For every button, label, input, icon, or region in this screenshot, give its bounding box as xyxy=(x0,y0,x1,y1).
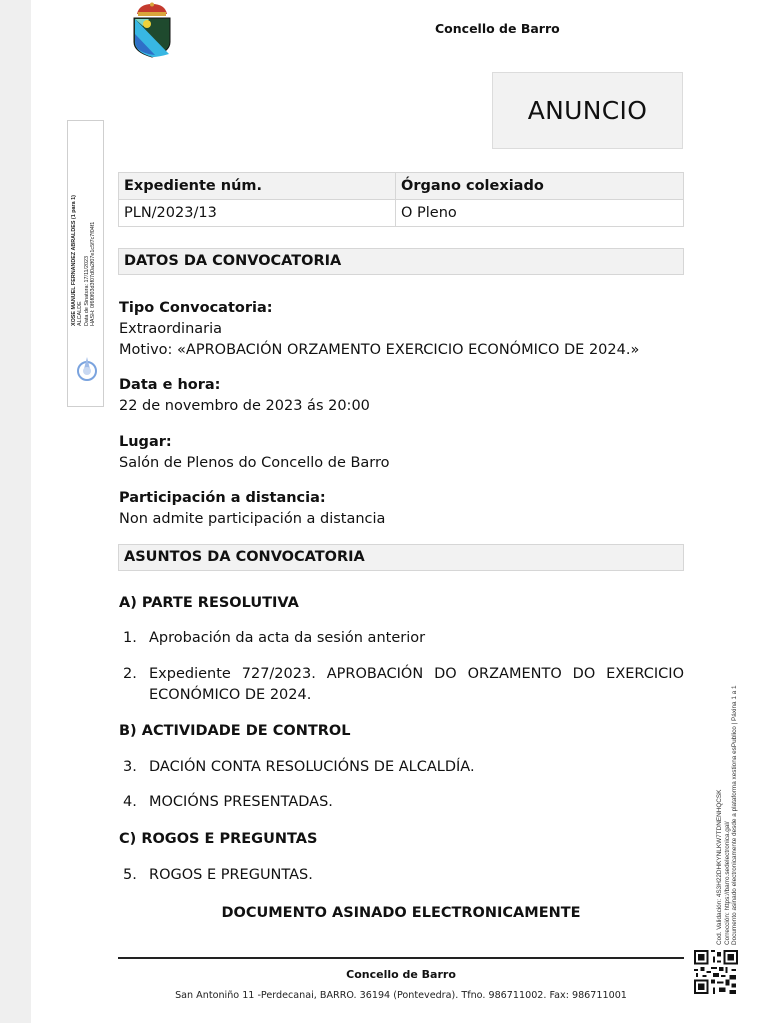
tipo-label: Tipo Convocatoria: xyxy=(119,300,273,316)
participacion-value: Non admite participación a distancia xyxy=(119,511,386,527)
motivo-value: Motivo: «APROBACIÓN ORZAMENTO EXERCICIO ECONÓMICO DE 2024.» xyxy=(119,342,640,358)
validation-platform: Documento asinado electronicamente desde a plataforma xestiona esPublico | Páxina 1 a 1 xyxy=(731,685,739,945)
group-title-b: B) ACTIVIDADE DE CONTROL xyxy=(119,723,351,739)
signature-text xyxy=(71,126,97,326)
agenda-item xyxy=(123,664,684,706)
agenda-item-text: DACIÓN CONTA RESOLUCIÓNS DE ALCALDÍA. xyxy=(149,759,475,775)
group-title-c: C) ROGOS E PREGUNTAS xyxy=(119,831,318,847)
agenda-item-number: 3. xyxy=(123,759,137,775)
organo-value: O Pleno xyxy=(396,200,684,227)
organo-header: Órgano colexiado xyxy=(396,173,684,200)
validation-url: Corrección: https://barro.sedelectronica.gal/ xyxy=(723,821,731,945)
data-hora-label: Data e hora: xyxy=(119,377,221,393)
tipo-field xyxy=(119,298,639,361)
signed-note: DOCUMENTO ASINADO ELECTRONICAMENTE xyxy=(221,905,581,921)
agenda-item-number: 4. xyxy=(123,794,137,810)
agenda-item-number: 5. xyxy=(123,867,137,883)
signature-date: Data de Sinatura: 17/11/2023 xyxy=(83,255,90,326)
data-hora-field xyxy=(119,375,370,417)
group-title-a: A) PARTE RESOLUTIVA xyxy=(119,595,299,611)
agenda-item-number: 1. xyxy=(123,630,137,646)
agenda-item-text: Expediente 727/2023. APROBACIÓN DO ORZAMENTO DO EXERCICIO ECONÓMICO DE 2024. xyxy=(149,666,684,703)
signature-hash: HASH: 0f6f0f03d3f07d0a2f07e1c5f7c7f04f1 xyxy=(90,221,97,326)
agenda-item xyxy=(123,792,684,813)
viewer-margin xyxy=(0,0,31,1023)
qr-code-icon[interactable] xyxy=(694,950,738,994)
expediente-table xyxy=(118,172,684,227)
lugar-label: Lugar: xyxy=(119,434,172,450)
agenda-item xyxy=(123,865,684,886)
data-hora-value: 22 de novembro de 2023 ás 20:00 xyxy=(119,398,370,414)
asuntos-section-title: ASUNTOS DA CONVOCATORIA xyxy=(118,544,684,571)
participacion-field xyxy=(119,488,385,530)
datos-section-title: DATOS DA CONVOCATORIA xyxy=(118,248,684,275)
footer-address: San Antoniño 11 -Perdecanai, BARRO. 36194 (Pontevedra). Tfno. 986711002. Fax: 986711001 xyxy=(175,990,627,1001)
agenda-item-text: MOCIÓNS PRESENTADAS. xyxy=(149,794,333,810)
participacion-label: Participación a distancia: xyxy=(119,490,326,506)
footer-title: Concello de Barro xyxy=(346,968,456,981)
lugar-field xyxy=(119,432,390,474)
agenda-item-number: 2. xyxy=(123,666,137,682)
footer-divider xyxy=(118,957,684,959)
validation-text xyxy=(716,635,739,945)
signer-name: XOSE MANUEL FERNANDEZ ABRALDES (1 para 1) xyxy=(71,195,77,326)
digital-seal-icon xyxy=(76,353,98,383)
lugar-value: Salón de Plenos do Concello de Barro xyxy=(119,455,390,471)
signer-role: ALCALDE xyxy=(77,301,84,326)
tipo-value: Extraordinaria xyxy=(119,321,223,337)
agenda-item-text: ROGOS E PREGUNTAS. xyxy=(149,867,313,883)
agenda-item-text: Aprobación da acta da sesión anterior xyxy=(149,630,426,646)
agenda-item xyxy=(123,757,684,778)
document-type-label: ANUNCIO xyxy=(527,96,648,125)
signature-box xyxy=(67,120,104,407)
expediente-header: Expediente núm. xyxy=(119,173,396,200)
document-type-box xyxy=(492,72,683,149)
header-title: Concello de Barro xyxy=(435,21,560,36)
agenda-item xyxy=(123,628,684,649)
expediente-value: PLN/2023/13 xyxy=(119,200,396,227)
validation-code: Cod. Validación: 4S3H22DHKYNLKW7TDNENHQCSK xyxy=(716,789,723,945)
municipal-crest-icon xyxy=(129,2,175,58)
